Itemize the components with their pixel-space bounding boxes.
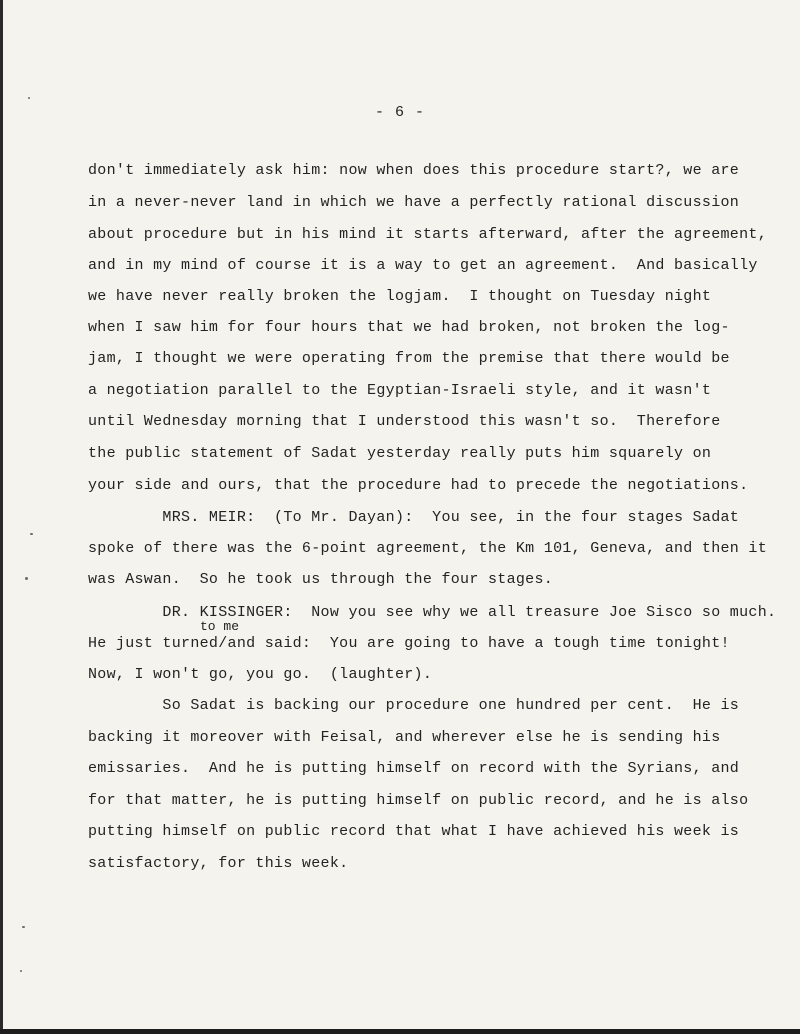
speaker-paragraph-kissinger: DR. KISSINGER: Now you see why we all treasure Joe Sisco so much. (88, 604, 777, 621)
page-number: - 6 - (374, 104, 425, 121)
body-line: backing it moreover with Feisal, and wherever else he is sending his (88, 729, 721, 746)
scan-speck (20, 970, 22, 972)
scan-left-edge (0, 0, 3, 1034)
body-line: Now, I won't go, you go. (laughter). (88, 666, 433, 683)
handwritten-insert: to me (200, 619, 240, 634)
paragraph-start: So Sadat is backing our procedure one hundred per cent. He is (88, 697, 740, 714)
body-line: in a never-never land in which we have a perfectly rational discussion (88, 194, 740, 211)
body-line: putting himself on public record that what I have achieved his week is (88, 823, 740, 840)
body-line: satisfactory, for this week. (88, 855, 349, 872)
body-line: and in my mind of course it is a way to get an agreement. And basically (88, 257, 758, 274)
body-line: He just turned/and said: You are going to have a tough time tonight! (88, 635, 730, 652)
scan-speck (30, 533, 33, 535)
body-line: the public statement of Sadat yesterday really puts him squarely on (88, 445, 712, 462)
body-line: a negotiation parallel to the Egyptian-Israeli style, and it wasn't (88, 382, 712, 399)
body-line: don't immediately ask him: now when does this procedure start?, we are (88, 162, 740, 179)
body-line: emissaries. And he is putting himself on record with the Syrians, and (88, 760, 740, 777)
body-line: your side and ours, that the procedure had to precede the negotiations. (88, 477, 749, 494)
scan-speck (25, 577, 28, 580)
scan-bottom-edge (0, 1029, 800, 1034)
scan-speck (28, 97, 30, 99)
body-line: we have never really broken the logjam. I thought on Tuesday night (88, 288, 712, 305)
body-line: when I saw him for four hours that we had broken, not broken the log- (88, 319, 730, 336)
body-line: about procedure but in his mind it starts afterward, after the agreement, (88, 226, 768, 243)
body-line: until Wednesday morning that I understood this wasn't so. Therefore (88, 413, 721, 430)
scan-speck (22, 926, 25, 928)
speaker-paragraph-meir: MRS. MEIR: (To Mr. Dayan): You see, in the four stages Sadat (88, 509, 740, 526)
body-line: for that matter, he is putting himself on public record, and he is also (88, 792, 749, 809)
body-line: spoke of there was the 6-point agreement, the Km 101, Geneva, and then it (88, 540, 768, 557)
body-line: jam, I thought we were operating from the premise that there would be (88, 350, 730, 367)
body-line: was Aswan. So he took us through the four stages. (88, 571, 554, 588)
